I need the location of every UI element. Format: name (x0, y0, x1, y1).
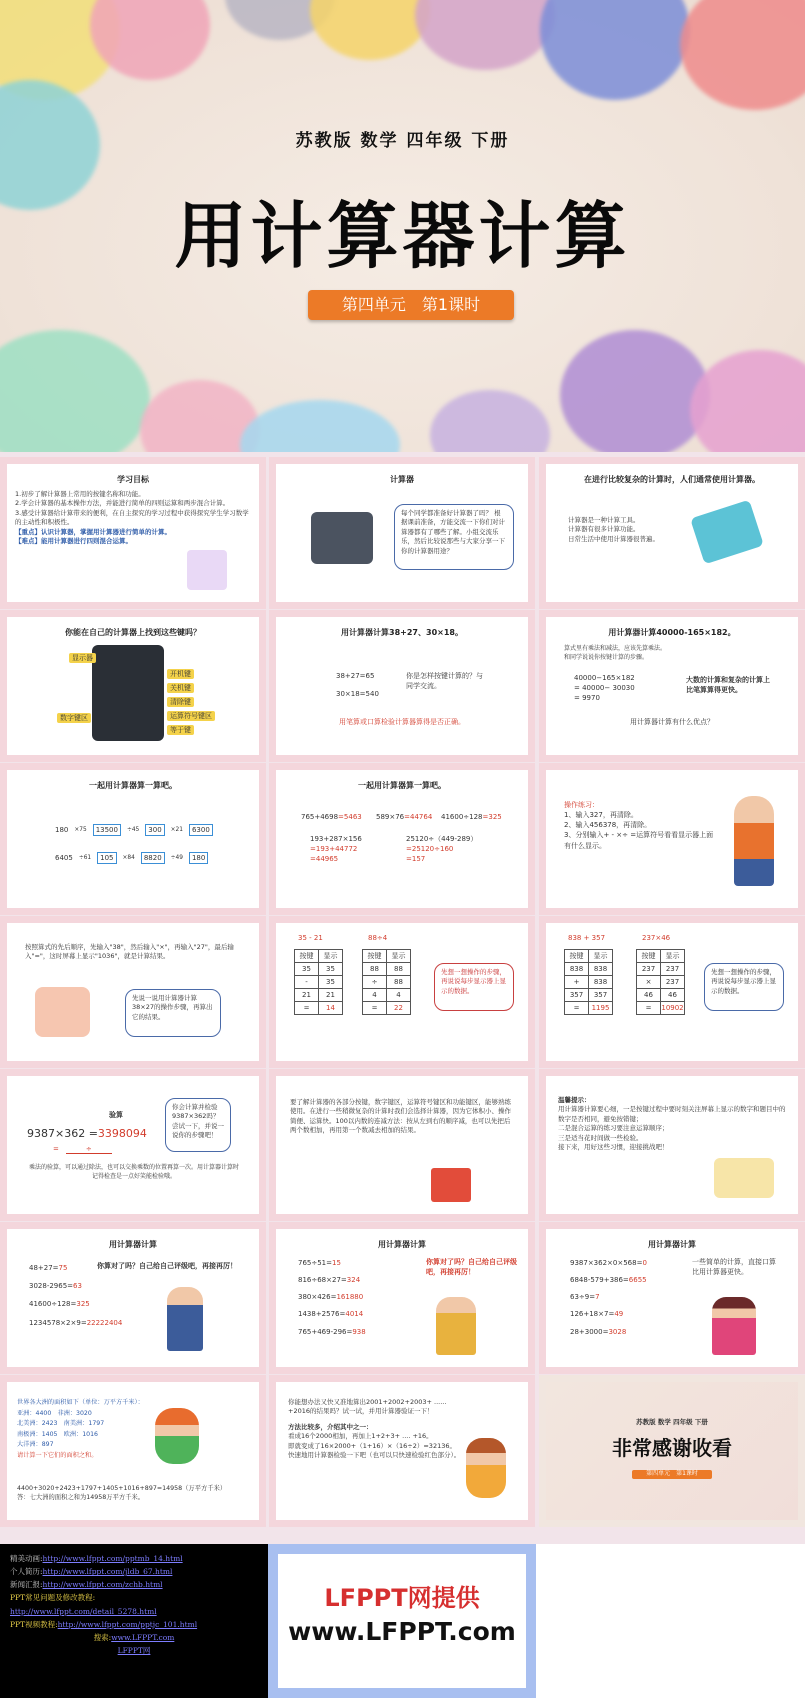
brand-title: LFPPT网提供 (324, 1584, 480, 1612)
question-text: 你是怎样按键计算的？与同学交流。 (406, 672, 483, 691)
label-digit-keys: 数字键区 (57, 713, 91, 723)
slide-title: 用计算器计算 (648, 1240, 696, 1249)
label-on-key: 开机键 (167, 669, 194, 679)
calculator-illustration (311, 512, 373, 564)
slide-grid (0, 452, 805, 1544)
calculator-illustration (92, 645, 164, 741)
children-reading-illustration (35, 987, 90, 1037)
chain-row-a: 180 ×75 13500 ÷45 300 ×21 6300 (55, 824, 213, 836)
teacher-illustration (734, 796, 774, 886)
slide-chain-calc[interactable] (0, 763, 266, 915)
slide-verification[interactable]: 验算 9387×362 =3398094 = ÷ 你会计算并检验9387×362吗？ 尝试一下，并说一说你的步骤吧！ 乘法的验算，可以通过除法，也可以交换乘数的位置再算一次。用计算器计算时记得检查是一点好笑能检验哦。 (0, 1069, 266, 1221)
slide-operation-practice[interactable]: 操作练习： 1、输入327，再清除。 2、输入456378，再清除。 3、分别输入+ - ×÷ =运算符号看看显示器上面有什么显示。 (539, 763, 805, 915)
girl-illustration (714, 1158, 774, 1198)
cover-slide (0, 0, 805, 452)
brand-panel (268, 1544, 536, 1698)
slide-exercise-2[interactable]: 用计算器计算 765÷51=15 816÷68×27=324 380×426=161880 1438+2576=4014 765+469-296=938 你算对了吗？自己给自己评级吧，再接再厉！ (269, 1222, 535, 1374)
slide-title: 一起用计算器算一算吧。 (89, 781, 177, 790)
slide-mixed-calc[interactable]: 用计算器计算40000-165×182。 算式里有乘法和减法，应该先算乘法。 和同学说说你按键计算的步骤。 40000−165×182 = 40000− 30030 = 9970 大数的计算和复杂的计算上比笔算算得更快。 用计算器计算有什么优点？ (539, 610, 805, 762)
hint-bubble: 先想一想操作的步骤，再说说每步显示器上显示的数据。 (704, 963, 784, 1011)
slide-table-sub-div[interactable]: 35 - 21 88÷4 按键 显示 35 35 - 35 21 21 = 14 按键 显示 88 88 ÷ 88 4 4 = 22 先想一想操作的步骤，再说说每步显示器上显示的数据。 (269, 916, 535, 1068)
label-off-key: 关机键 (167, 683, 194, 693)
slide-title: 用计算器计算40000-165×182。 (608, 628, 736, 637)
slide-title: 在进行比较复杂的计算时，人们通常使用计算器。 (584, 475, 760, 484)
link-news[interactable]: http://www.lfppt.com/zchb.html (42, 1580, 163, 1590)
slide-thanks[interactable]: 苏教版 数学 四年级 下册 非常感谢收看 第四单元 第1课时 (539, 1375, 805, 1527)
label-clear-key: 清除键 (167, 697, 194, 707)
thanks-title: 非常感谢收看 (612, 1436, 732, 1460)
link-search[interactable]: www.LFPPT.com (111, 1632, 175, 1642)
cover-title: 用计算器计算 (174, 194, 631, 278)
book-illustration (431, 1168, 471, 1202)
key-display-table: 按键 显示 838 838 + 838 357 357 = 1195 (564, 949, 613, 1015)
footer-links: 精美动画:http://www.lfppt.com/pptmb_14.html 个人简历:http://www.lfppt.com/jldb_67.html 新闻汇报:http://www.lfppt.com/zchb.html PPT常见问题及修改教程: http://www.lfppt.com/detail_5278.html PPT视频教程:http://www.lfppt.com/pptjc_101.html 搜索:www.LFPPT.com LFPPT网 (0, 1544, 268, 1698)
flower-decoration (560, 330, 710, 452)
student-illustration (466, 1438, 506, 1498)
slide-find-keys[interactable] (0, 610, 266, 762)
slide-exercise-1[interactable]: 用计算器计算 48+27=75 3028-2965=63 41600÷128=325 1234578×2×9=22222404 你算对了吗？自己给自己评级吧，再接再厉！ (0, 1222, 266, 1374)
flower-decoration (90, 0, 210, 80)
label-equals-key: 等于键 (167, 725, 194, 735)
slide-calculator-use[interactable]: 在进行比较复杂的计算时，人们通常使用计算器。 计算器是一种计算工具。 计算器有很多计算功能。 日常生活中使用计算器很普遍。 (539, 457, 805, 609)
link-video[interactable]: http://www.lfppt.com/pptjc_101.html (57, 1619, 198, 1629)
slide-key-order[interactable]: 按照算式的先后顺序，先输入"38"，然后输入"×"，再输入"27"，最后输入"="，这时屏幕上显示"1036"，就是计算结果。 先说一说用计算器计算38×27的操作步骤，再算出它的结果。 (0, 916, 266, 1068)
flower-decoration (680, 0, 805, 110)
link-resume[interactable]: http://www.lfppt.com/jldb_67.html (42, 1567, 173, 1577)
chain-row-b: 6405 ÷61 105 ×84 8820 ÷49 180 (55, 852, 208, 864)
cover-subtitle: 苏教版 数学 四年级 下册 (295, 131, 510, 151)
slide-title: 用计算器计算 (109, 1240, 157, 1249)
slide-continents[interactable]: 世界各大洲的面积如下（单位：万平方千米）： 亚洲：4400 非洲：3020 北美洲：2423 南美洲：1797 南极洲：1405 欧洲：1016 大洋洲：897 请计算一下它们的面积之和。 4400+3020+2423+1797+1405+1016+897=14958（万平方千米） 答：七大洲的面积之和为14958万平方千米。 (0, 1375, 266, 1527)
slide-title: 学习目标 (117, 475, 149, 484)
teacher-illustration (436, 1297, 476, 1355)
key-display-table: 按键 显示 35 35 - 35 21 21 = 14 (294, 949, 343, 1015)
slide-title: 用计算器计算 (378, 1240, 426, 1249)
slide-challenge[interactable]: 你能想办法又快又准地算出2001+2002+2003+ ...... +2016的结果吗？试一试，并用计算器验证一下！ 方法比较多，介绍其中之一： 看成16个2000相加，再加上1+2+3+ .... +16。 即就变成了16×2000+（1+16）×（16÷2）=32136。 快速地用计算器检验一下吧（也可以只快速检验红色部分）。 (269, 1375, 535, 1527)
label-display: 显示器 (69, 653, 96, 663)
slide-title: 用计算器计算38+27、30×18。 (341, 628, 463, 637)
slide-title: 一起用计算器算一算吧。 (358, 781, 446, 790)
flower-decoration (240, 400, 400, 452)
brand-url: www.LFPPT.com (288, 1617, 516, 1646)
flower-decoration (310, 0, 430, 60)
slide-simple-calc[interactable]: 用计算器计算38+27、30×18。 38+27=65 30×18=540 你是怎样按键计算的？与同学交流。 用笔算或口算检验计算器算得是否正确。 (269, 610, 535, 762)
calculator-illustration (690, 500, 764, 565)
slide-table-add-mul[interactable]: 838 + 357 237×46 按键 显示 838 838 + 838 357 357 = 1195 按键 显示 237 237 × 237 46 46 = 10902 先想一想操作的步骤，再说说每步显示器上显示的数据。 (539, 916, 805, 1068)
girl-reading-illustration (155, 1408, 199, 1464)
flower-decoration (430, 390, 550, 452)
slide-title: 你能在自己的计算器上找到这些键吗？ (65, 628, 201, 637)
link-brand[interactable]: LFPPT网 (117, 1645, 151, 1655)
discussion-bubble: 每个同学都准备好计算器了吗？ 根据课前准备，方能交流一下你们对计算器都有了哪些了解。小组交流乐乐，然后比较说那些与大家分享一下你的计算器用途？ (394, 504, 514, 570)
calendar-icon (187, 550, 227, 590)
slide-learning-goals[interactable] (0, 457, 266, 609)
slide-exercise-3[interactable]: 用计算器计算 9387×362×0×568=0 6848-579+386=6655 63÷9=7 126+18×7=49 28+3000=3028 一些简单的计算，直接口算比用计算器更快。 (539, 1222, 805, 1374)
slide-practice-calc[interactable]: 一起用计算器算一算吧。 765+4698=5463 589×76=44764 41600÷128=325 193+287×156 =193+44772 =44965 25120÷（449-289） =25120÷160 =157 (269, 763, 535, 915)
instruction-bubble: 先说一说用计算器计算38×27的操作步骤，再算出它的结果。 (125, 989, 221, 1037)
slide-title: 计算器 (390, 475, 414, 484)
cover-unit-badge: 第四单元 第1课时 (308, 290, 514, 320)
link-faq[interactable]: http://www.lfppt.com/detail_5278.html (10, 1606, 157, 1616)
flower-decoration (540, 0, 690, 100)
key-display-table: 按键 显示 237 237 × 237 46 46 = 10902 (636, 949, 685, 1015)
verify-bubble: 你会计算并检验9387×362吗？ 尝试一下，并说一说你的步骤吧！ (165, 1098, 231, 1152)
slide-calculator-intro[interactable] (269, 457, 535, 609)
hint-bubble: 先想一想操作的步骤，再说说每步显示器上显示的数据。 (434, 963, 514, 1011)
goal-list: 1.初步了解计算器上常用的按键名称和功能。 2.学会计算器的基本操作方法，并能进行简单的四则运算和两步混合计算。 3.感受计算器给计算带来的便利，在自主探究的学习过程中获得探究学生学习数学的主动性和积极性。 【重点】认识计算器，掌握用计算器进行简单的计算。 【难点】能用计算器进行四则混合运算。 (15, 490, 249, 546)
slide-tips[interactable]: 温馨提示： 用计算器计算要心细，一是按键过程中要时刻关注屏幕上显示的数字和题目中的数字是否相同，避免按错键； 二是混合运算的练习要注意运算顺序； 三是适当花时间做一些检验。 接下来，用好这些习惯，迎接挑战吧！ (539, 1069, 805, 1221)
link-animation[interactable]: http://www.lfppt.com/pptmb_14.html (42, 1554, 183, 1563)
flower-decoration (0, 330, 150, 452)
key-display-table: 按键 显示 88 88 ÷ 88 4 4 = 22 (362, 949, 411, 1015)
teacher-illustration (712, 1297, 756, 1355)
slide-summary[interactable]: 要了解计算器的各部分按键，数字键区，运算符号键区和功能键区，能够熟练使用。在进行一些稍微复杂的计算时我们会选择计算器，因为它体积小、操作简便、运算快。100以内数的连减方法：按从左到右的顺序减，也可以先把后两个数相加，再用第一个数减去相加的结果。 (269, 1069, 535, 1221)
flower-decoration (415, 0, 555, 70)
flower-decoration (690, 350, 805, 452)
label-operator-keys: 运算符号键区 (167, 711, 215, 721)
boy-illustration (167, 1287, 203, 1351)
